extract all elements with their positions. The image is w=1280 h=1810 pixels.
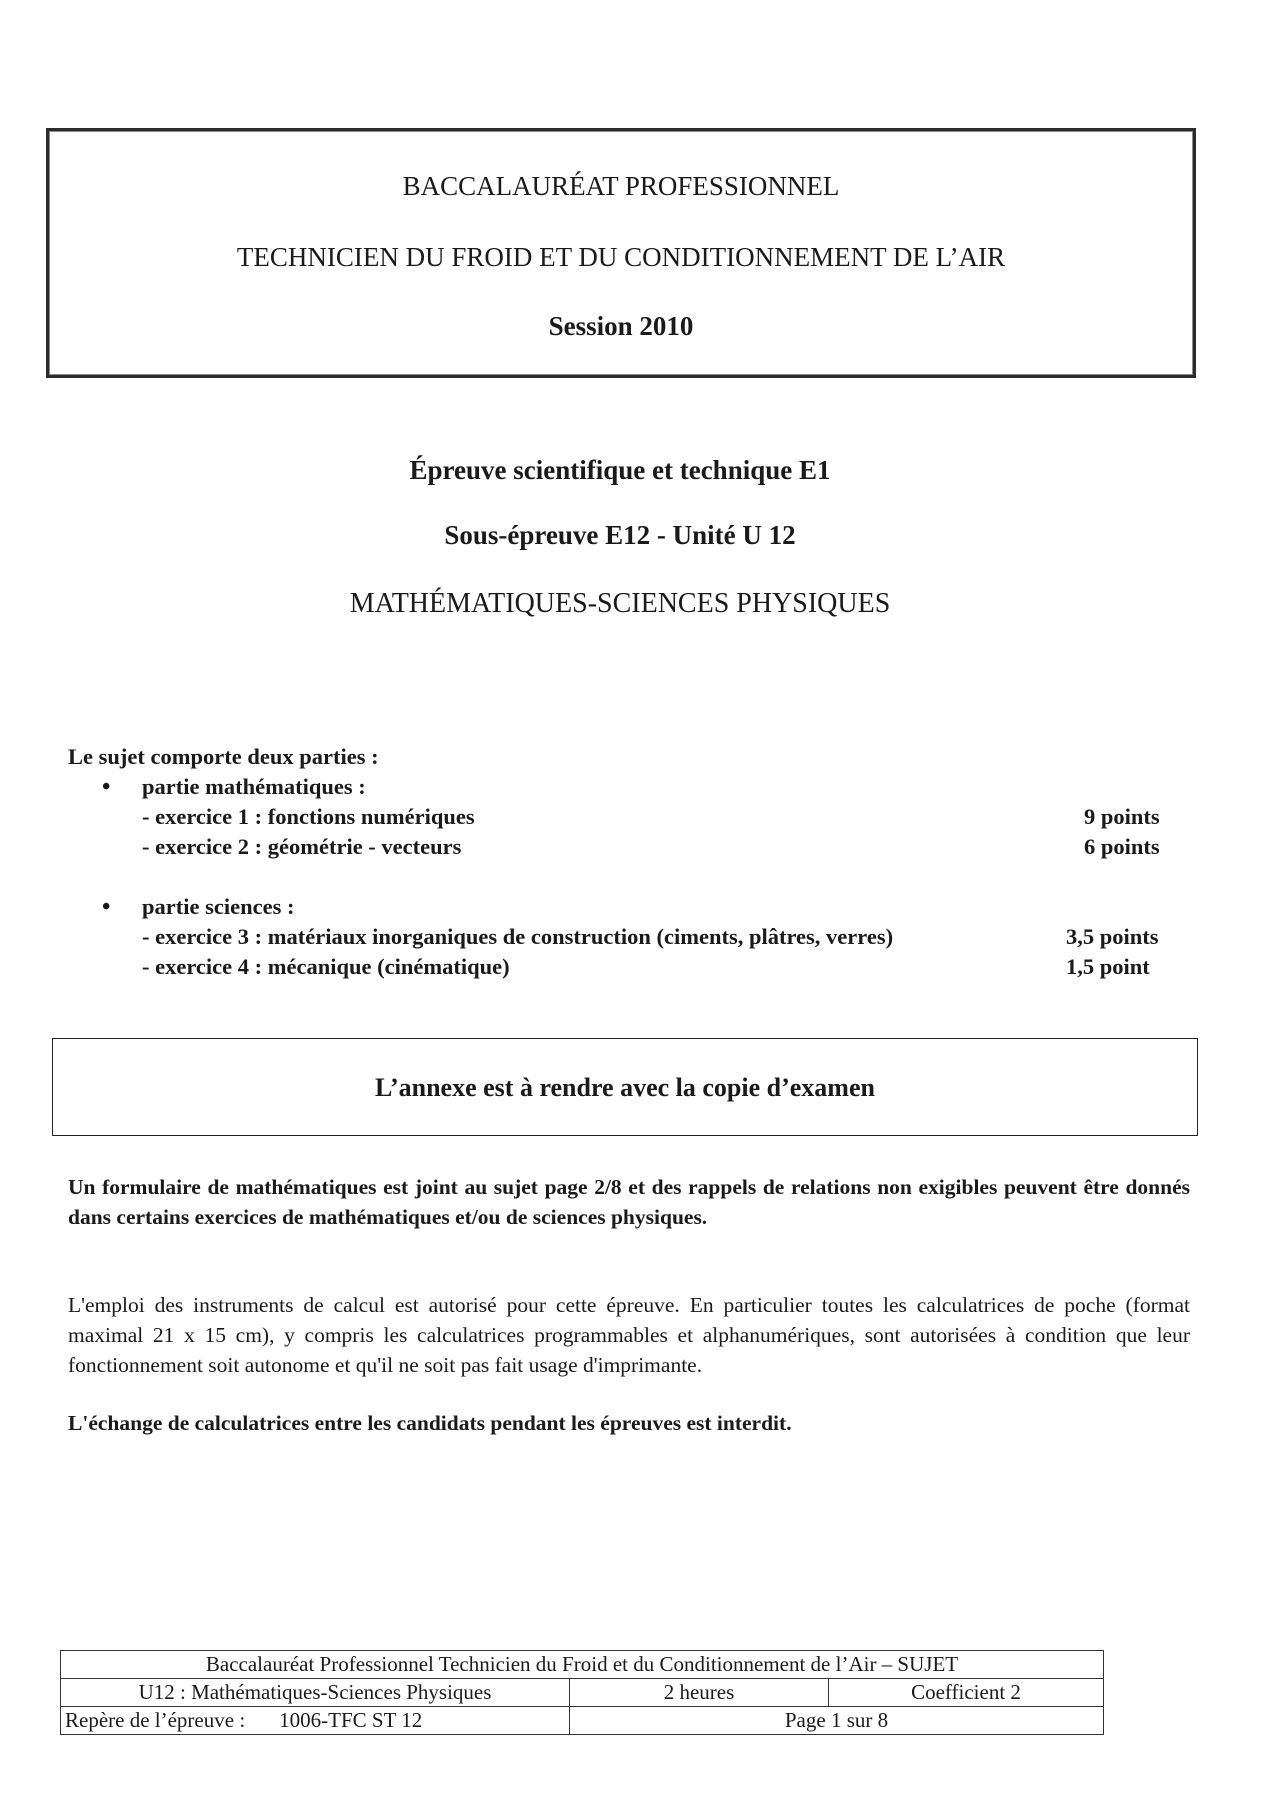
footer-subject: U12 : Mathématiques-Sciences Physiques bbox=[61, 1679, 570, 1707]
exercise-1-points: 9 points bbox=[1084, 804, 1160, 829]
formulaire-notice: Un formulaire de mathématiques est joint au sujet page 2/8 et des rappels de relations non exigibles peuvent être donnés dans certains exercices de mathématiques et/ou de sciences physiques. bbox=[68, 1175, 1190, 1229]
footer-page: Page 1 sur 8 bbox=[570, 1707, 1104, 1735]
footer-coefficient: Coefficient 2 bbox=[829, 1679, 1104, 1707]
header-box bbox=[46, 128, 1196, 378]
calculator-rules: L'emploi des instruments de calcul est autorisé pour cette épreuve. En particulier toutes les calculatrices de poche (format maximal 21 x 15 cm), y compris les calculatrices programmables et alphanumériques, sont autorisées à condition que leur fonctionnement soit autonome et qu'il ne soit pas fait usage d'imprimante. bbox=[68, 1293, 1190, 1377]
annexe-box bbox=[52, 1038, 1198, 1136]
calculator-exchange-rule: L'échange de calculatrices entre les candidats pendant les épreuves est interdit. bbox=[68, 1411, 792, 1435]
exercise-3-label: - exercice 3 : matériaux inorganiques de construction (ciments, plâtres, verres) bbox=[142, 924, 894, 949]
specialty-title: TECHNICIEN DU FROID ET DU CONDITIONNEMENT DE L’AIR bbox=[236, 242, 1006, 272]
session-label: Session 2010 bbox=[548, 311, 694, 341]
exercise-2-label: - exercice 2 : géométrie - vecteurs bbox=[142, 834, 462, 859]
exercise-4-points: 1,5 point bbox=[1066, 954, 1150, 979]
footer-repere-label: Repère de l’épreuve : bbox=[65, 1708, 246, 1732]
exercise-3-points: 3,5 points bbox=[1066, 924, 1159, 949]
exercise-4-label: - exercice 4 : mécanique (cinématique) bbox=[142, 954, 510, 979]
exercise-1-label: - exercice 1 : fonctions numériques bbox=[142, 804, 475, 829]
epreuve-title: Épreuve scientifique et technique E1 bbox=[409, 455, 831, 485]
footer-repere bbox=[61, 1707, 570, 1735]
footer-exam-title: Baccalauréat Professionnel Technicien du Froid et du Conditionnement de l’Air – SUJET bbox=[61, 1651, 1104, 1679]
sous-epreuve-title: Sous-épreuve E12 - Unité U 12 bbox=[444, 520, 796, 550]
structure-intro: Le sujet comporte deux parties : bbox=[68, 744, 379, 769]
footer-repere-code: 1006-TFC ST 12 bbox=[279, 1708, 423, 1732]
annexe-notice: L’annexe est à rendre avec la copie d’examen bbox=[375, 1073, 875, 1102]
part-sciences-title: partie sciences : bbox=[142, 894, 295, 919]
footer-duration: 2 heures bbox=[570, 1679, 829, 1707]
bullet-icon: • bbox=[102, 894, 111, 920]
diploma-title: BACCALAURÉAT PROFESSIONNEL bbox=[402, 171, 840, 201]
exercise-2-points: 6 points bbox=[1084, 834, 1160, 859]
part-math-title: partie mathématiques : bbox=[142, 774, 366, 799]
bullet-icon: • bbox=[102, 774, 111, 800]
footer-table bbox=[60, 1650, 1104, 1735]
subject-title: MATHÉMATIQUES-SCIENCES PHYSIQUES bbox=[349, 588, 891, 619]
